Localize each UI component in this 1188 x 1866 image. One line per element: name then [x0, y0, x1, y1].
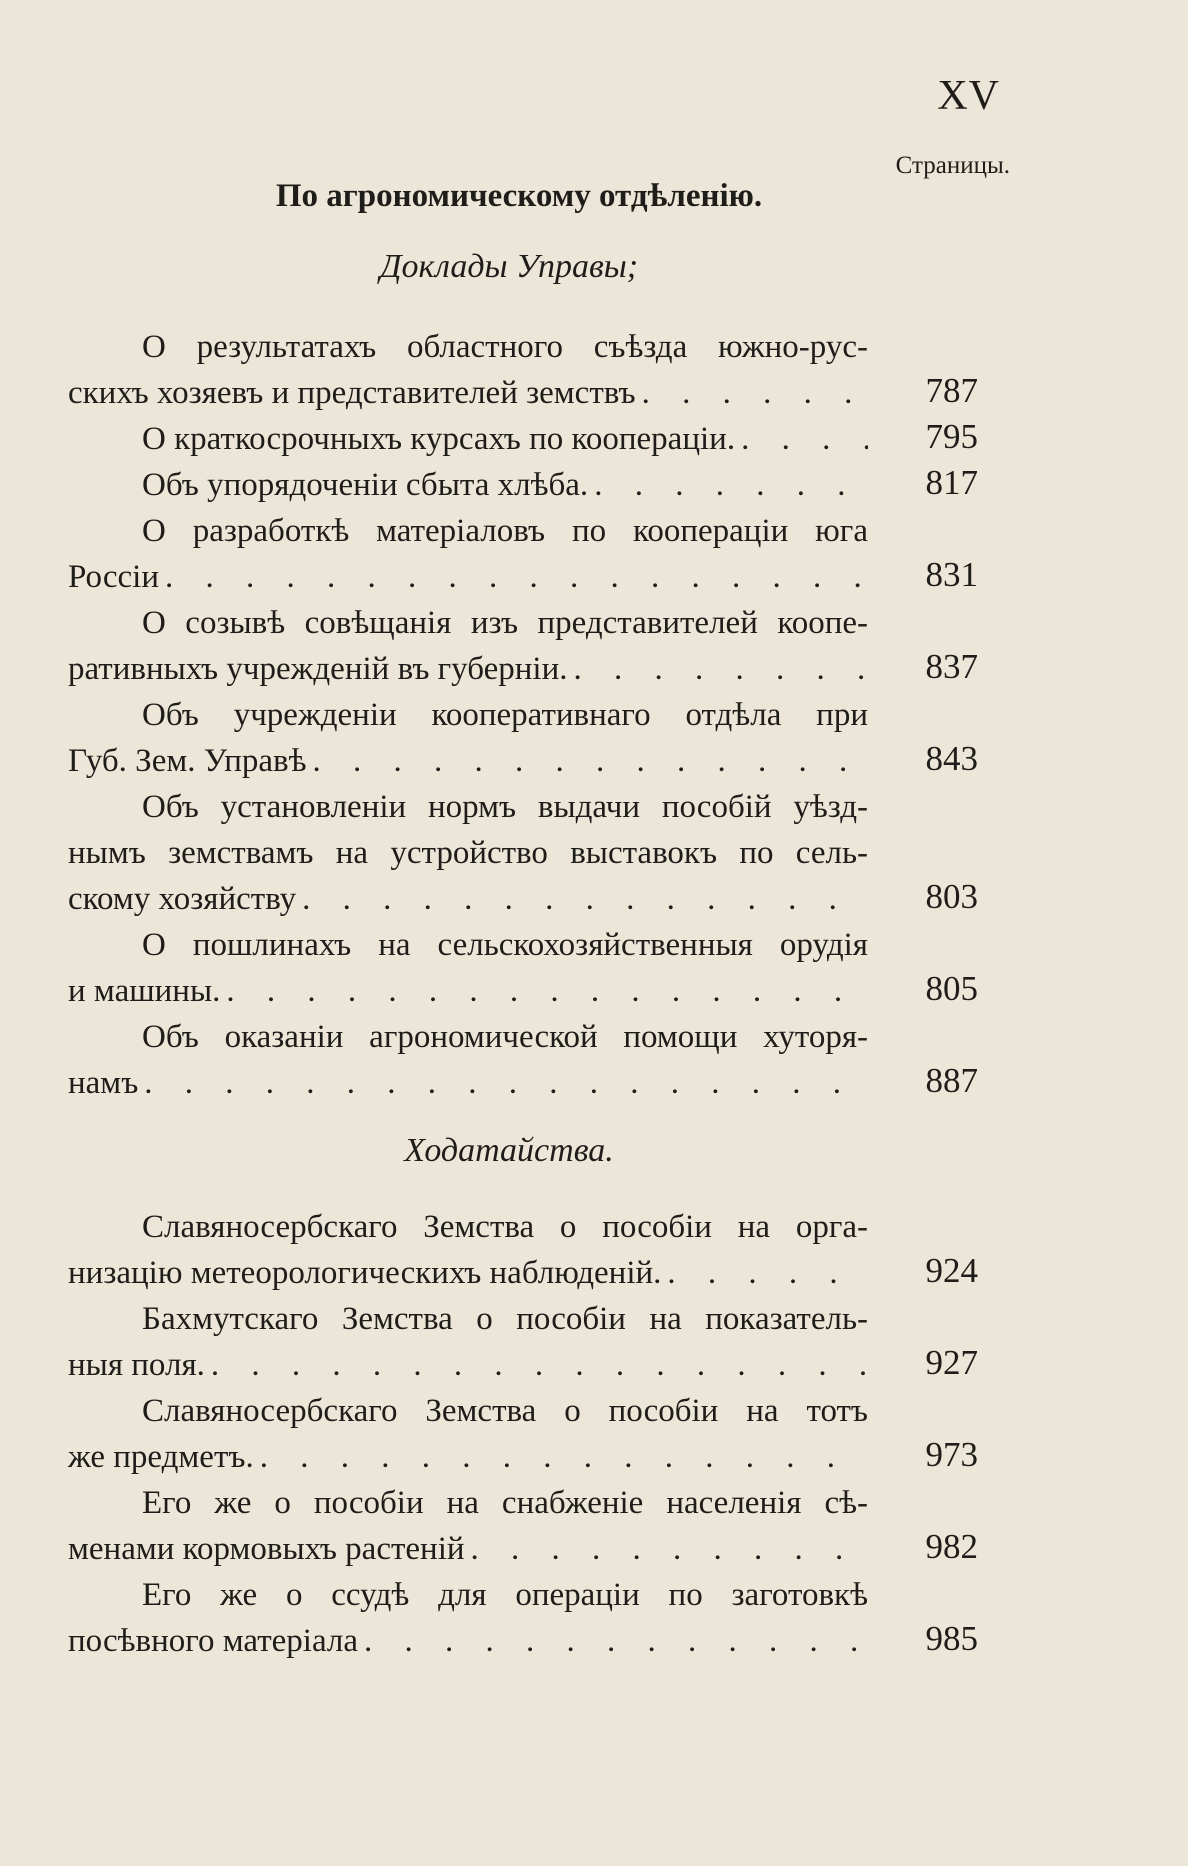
toc-entry-line: Его же о ссудѣ для операціи по заготовкѣ [142, 1577, 868, 1613]
page-ref: 973 [925, 1435, 978, 1474]
toc-entry-line: скихъ хозяевъ и представителей земствъ . . . [68, 370, 868, 416]
toc-entry-line: Его же о пособіи на снабженіе населенія сѣ- [142, 1485, 868, 1521]
leader-dots [313, 738, 868, 784]
subheading-petitions: Ходатайства. [404, 1132, 614, 1169]
toc-entry-line: Бахмутскаго Земства о пособіи на показатель- [142, 1301, 868, 1337]
leader-dots [211, 1342, 868, 1388]
leader-dots [667, 1250, 868, 1296]
page-ref: 843 [925, 739, 978, 778]
leader-dots [144, 1060, 868, 1106]
leader-dots [364, 1618, 868, 1664]
leader-dots [260, 1434, 868, 1480]
page-ref: 795 [925, 417, 978, 456]
page-ref: 787 [925, 371, 978, 410]
toc-entry-line: посѣвного матеріала . . . [68, 1618, 868, 1664]
toc-entry-line: Объ упорядоченіи сбыта хлѣба. . . . [142, 462, 868, 508]
leader-dots [642, 370, 868, 416]
toc-entry-line: Объ установленіи нормъ выдачи пособій уѣзд- [142, 789, 868, 825]
toc-entry-line: О созывѣ совѣщанія изъ представителей коопе- [142, 605, 868, 641]
toc-entry-line: О разработкѣ матеріаловъ по коопераціи юга [142, 513, 868, 549]
toc-entry-line: Объ учрежденіи кооперативнаго отдѣла при [142, 697, 868, 733]
page-ref: 837 [925, 647, 978, 686]
page-ref: 805 [925, 969, 978, 1008]
leader-dots [226, 968, 868, 1014]
toc-entry-line: скому хозяйству . . . [68, 876, 868, 922]
toc-entry-line: Россіи . . . [68, 554, 868, 600]
toc-entry-line: менами кормовыхъ растеній . . . [68, 1526, 868, 1572]
toc-entry-line: О краткосрочныхъ курсахъ по коопераціи. . . . [142, 416, 868, 462]
leader-dots [741, 416, 868, 462]
toc-entry-line: О пошлинахъ на сельскохозяйственныя орудія [142, 927, 868, 963]
toc-entry-line: ныя поля. . . . [68, 1342, 868, 1388]
page-ref: 982 [925, 1527, 978, 1566]
page-ref: 924 [925, 1251, 978, 1290]
page-number: XV [937, 73, 1000, 119]
page-ref: 831 [925, 555, 978, 594]
toc-entry-line: ративныхъ учрежденій въ губерніи. . . . [68, 646, 868, 692]
leader-dots [302, 876, 868, 922]
toc-entry-line: намъ . . . [68, 1060, 868, 1106]
toc-entry-line: низацію метеорологическихъ наблюденій. . . . [68, 1250, 868, 1296]
toc-entry-line: Объ оказаніи агрономической помощи хуторя- [142, 1019, 868, 1055]
subheading-reports: Доклады Управы; [379, 248, 639, 285]
page-ref: 803 [925, 877, 978, 916]
toc-entry-line: и машины. . . . [68, 968, 868, 1014]
toc-entry-line: же предметъ. . . . [68, 1434, 868, 1480]
toc-entry-line: О результатахъ областного съѣзда южно-рус- [142, 329, 868, 365]
section-title: По агрономическому отдѣленію. [275, 178, 763, 214]
page-ref: 817 [925, 463, 978, 502]
toc-entry-line: нымъ земствамъ на устройство выставокъ по сель- [68, 835, 868, 871]
toc-entry-line: Славяносербскаго Земства о пособіи на тотъ [142, 1393, 868, 1429]
toc-entry-line: Губ. Зем. Управѣ . . . [68, 738, 868, 784]
leader-dots [165, 554, 868, 600]
page-ref: 887 [925, 1061, 978, 1100]
page-ref: 985 [925, 1619, 978, 1658]
leader-dots [594, 462, 868, 508]
toc-entry-line: Славяносербскаго Земства о пособіи на орга- [142, 1209, 868, 1245]
leader-dots [573, 646, 868, 692]
page-ref: 927 [925, 1343, 978, 1382]
pages-column-label: Страницы. [895, 152, 1010, 179]
leader-dots [471, 1526, 868, 1572]
